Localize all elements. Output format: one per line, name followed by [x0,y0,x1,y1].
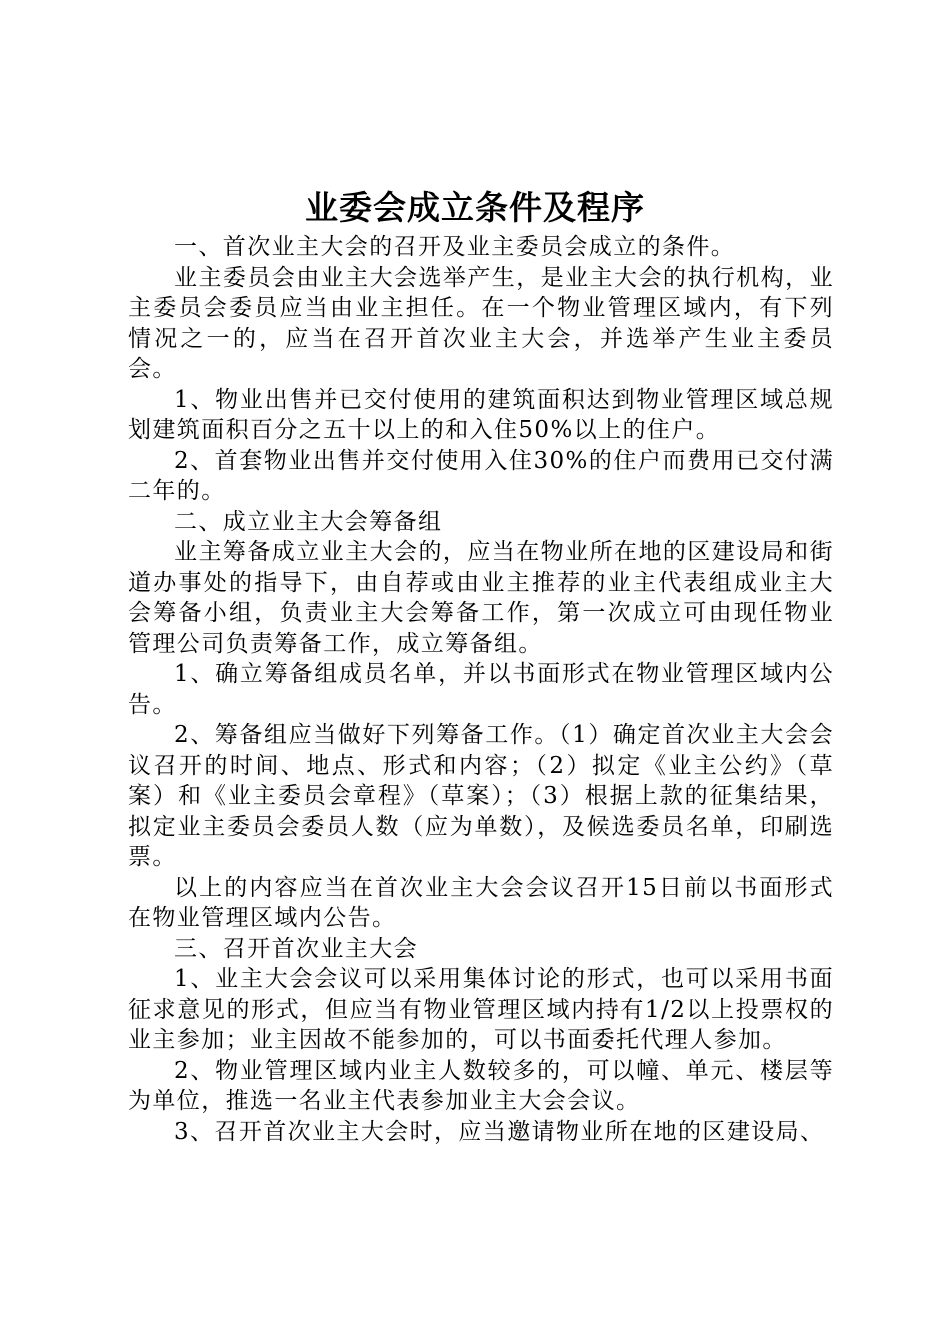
section-heading-3: 三、召开首次业主大会 [174,935,418,962]
document-body [128,232,834,1147]
list-item: 1、业主大会会议可以采用集体讨论的形式，也可以采用书面征求意见的形式，但应当有物业管理区域内持有1/2以上投票权的业主参加；业主因故不能参加的，可以书面委托代理人参加。 [128,966,834,1053]
paragraph: 业主筹备成立业主大会的，应当在物业所在地的区建设局和街道办事处的指导下，由自荐或由业主推荐的业主代表组成业主大会筹备小组，负责业主大会筹备工作，第一次成立可由现任物业管理公司负责筹备工作，成立筹备组。 [128,539,834,657]
paragraph: 业主委员会由业主大会选举产生，是业主大会的执行机构，业主委员会委员应当由业主担任。在一个物业管理区域内，有下列情况之一的，应当在召开首次业主大会，并选举产生业主委员会。 [128,264,834,382]
list-item: 2、首套物业出售并交付使用入住30%的住户而费用已交付满二年的。 [128,447,834,504]
list-item: 2、筹备组应当做好下列筹备工作。（1）确定首次业主大会会议召开的时间、地点、形式和内容；（2）拟定《业主公约》（草案）和《业主委员会章程》（草案）；（3）根据上款的征集结果，拟定业主委员会委员人数（应为单数），及候选委员名单，印刷选票。 [128,722,834,870]
list-item: 1、物业出售并已交付使用的建筑面积达到物业管理区域总规划建筑面积百分之五十以上的和入住50%以上的住户。 [128,386,834,443]
paragraph: 以上的内容应当在首次业主大会会议召开15日前以书面形式在物业管理区域内公告。 [128,874,834,931]
section-heading-1: 一、首次业主大会的召开及业主委员会成立的条件。 [174,234,736,260]
list-item: 3、召开首次业主大会时，应当邀请物业所在地的区建设局、 [174,1118,825,1145]
document-title: 业委会成立条件及程序 [305,188,645,227]
list-item: 2、物业管理区域内业主人数较多的，可以幢、单元、楼层等为单位，推选一名业主代表参加业主大会会议。 [128,1057,834,1114]
list-item: 1、确立筹备组成员名单，并以书面形式在物业管理区域内公告。 [128,661,834,718]
section-heading-2: 二、成立业主大会筹备组 [174,508,443,535]
